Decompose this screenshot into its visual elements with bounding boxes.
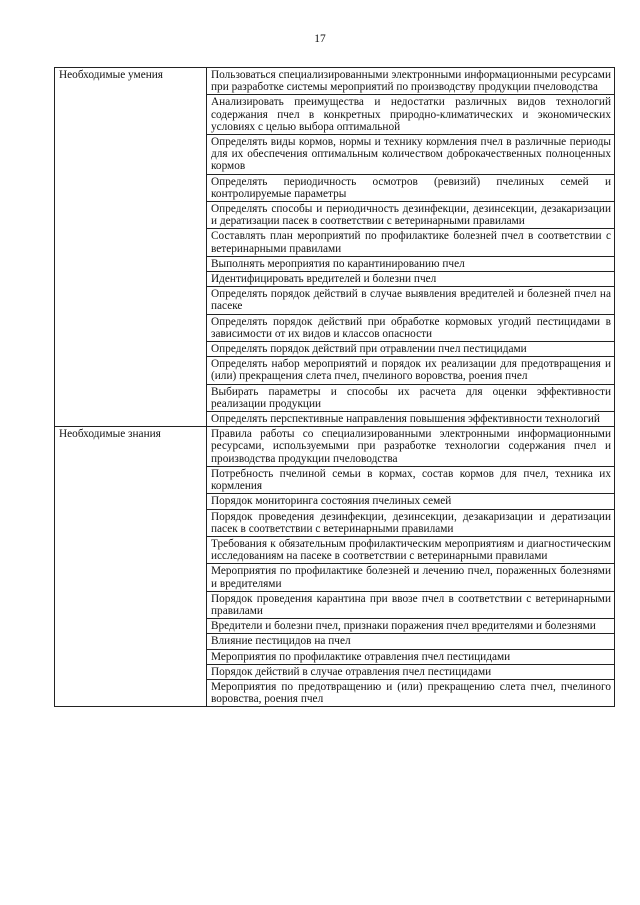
requirement-item: Определять порядок действий при обработке кормовых угодий пестицидами в зависимости от их видов и классов опасности bbox=[207, 314, 615, 341]
competency-table bbox=[54, 67, 615, 707]
requirement-item: Определять порядок действий при отравлении пчел пестицидами bbox=[207, 342, 615, 357]
requirement-item: Определять виды кормов, нормы и технику кормления пчел в различные периоды для их обеспечения оптимальным количеством доброкачественных полноценных кормов bbox=[207, 135, 615, 175]
table-body bbox=[55, 68, 615, 707]
requirement-item: Пользоваться специализированными электронными информационными ресурсами при разработке системы мероприятий по производству продукции пчеловодства bbox=[207, 68, 615, 95]
requirement-item: Анализировать преимущества и недостатки различных видов технологий содержания пчел в конкретных природно-климатических и экономических условиях с целью выбора оптимальной bbox=[207, 95, 615, 135]
requirement-item: Определять порядок действий в случае выявления вредителей и болезней пчел на пасеке bbox=[207, 287, 615, 314]
requirement-item: Мероприятия по предотвращению и (или) прекращению слета пчел, пчелиного воровства, роения пчел bbox=[207, 679, 615, 706]
table-row bbox=[55, 68, 615, 95]
requirement-item: Потребность пчелиной семьи в кормах, состав кормов для пчел, техника их кормления bbox=[207, 466, 615, 493]
requirement-item: Правила работы со специализированными электронными информационными ресурсами, используемыми при разработке технологии содержания пчел и производства продукции пчеловодства bbox=[207, 427, 615, 467]
requirement-item: Порядок мониторинга состояния пчелиных семей bbox=[207, 494, 615, 509]
requirement-item: Определять набор мероприятий и порядок их реализации для предотвращения и (или) прекращения слета пчел, пчелиного воровства, роения пчел bbox=[207, 357, 615, 384]
page-number: 17 bbox=[314, 33, 326, 45]
section-title: Необходимые умения bbox=[55, 68, 207, 427]
requirement-item: Идентифицировать вредителей и болезни пчел bbox=[207, 272, 615, 287]
requirement-item: Порядок проведения карантина при ввозе пчел в соответствии с ветеринарными правилами bbox=[207, 591, 615, 618]
requirement-item: Определять способы и периодичность дезинфекции, дезинсекции, дезакаризации и дератизации пасек в соответствии с ветеринарными правилами bbox=[207, 202, 615, 229]
table-row bbox=[55, 427, 615, 467]
requirement-item: Мероприятия по профилактике болезней и лечению пчел, пораженных болезнями и вредителями bbox=[207, 564, 615, 591]
requirement-item: Определять периодичность осмотров (ревизий) пчелиных семей и контролируемые параметры bbox=[207, 174, 615, 201]
requirement-item: Выполнять мероприятия по карантинированию пчел bbox=[207, 256, 615, 271]
requirement-item: Влияние пестицидов на пчел bbox=[207, 634, 615, 649]
section-title: Необходимые знания bbox=[55, 427, 207, 707]
requirement-item: Составлять план мероприятий по профилактике болезней пчел в соответствии с ветеринарными правилами bbox=[207, 229, 615, 256]
requirement-item: Порядок проведения дезинфекции, дезинсекции, дезакаризации и дератизации пасек в соответствии с ветеринарными правилами bbox=[207, 509, 615, 536]
requirement-item: Мероприятия по профилактике отравления пчел пестицидами bbox=[207, 649, 615, 664]
requirement-item: Порядок действий в случае отравления пчел пестицидами bbox=[207, 664, 615, 679]
requirement-item: Выбирать параметры и способы их расчета для оценки эффективности реализации продукции bbox=[207, 384, 615, 411]
requirement-item: Определять перспективные направления повышения эффективности технологий bbox=[207, 412, 615, 427]
requirement-item: Вредители и болезни пчел, признаки поражения пчел вредителями и болезнями bbox=[207, 619, 615, 634]
requirement-item: Требования к обязательным профилактическим мероприятиям и диагностическим исследованиям на пасеке в соответствии с ветеринарными правилами bbox=[207, 536, 615, 563]
